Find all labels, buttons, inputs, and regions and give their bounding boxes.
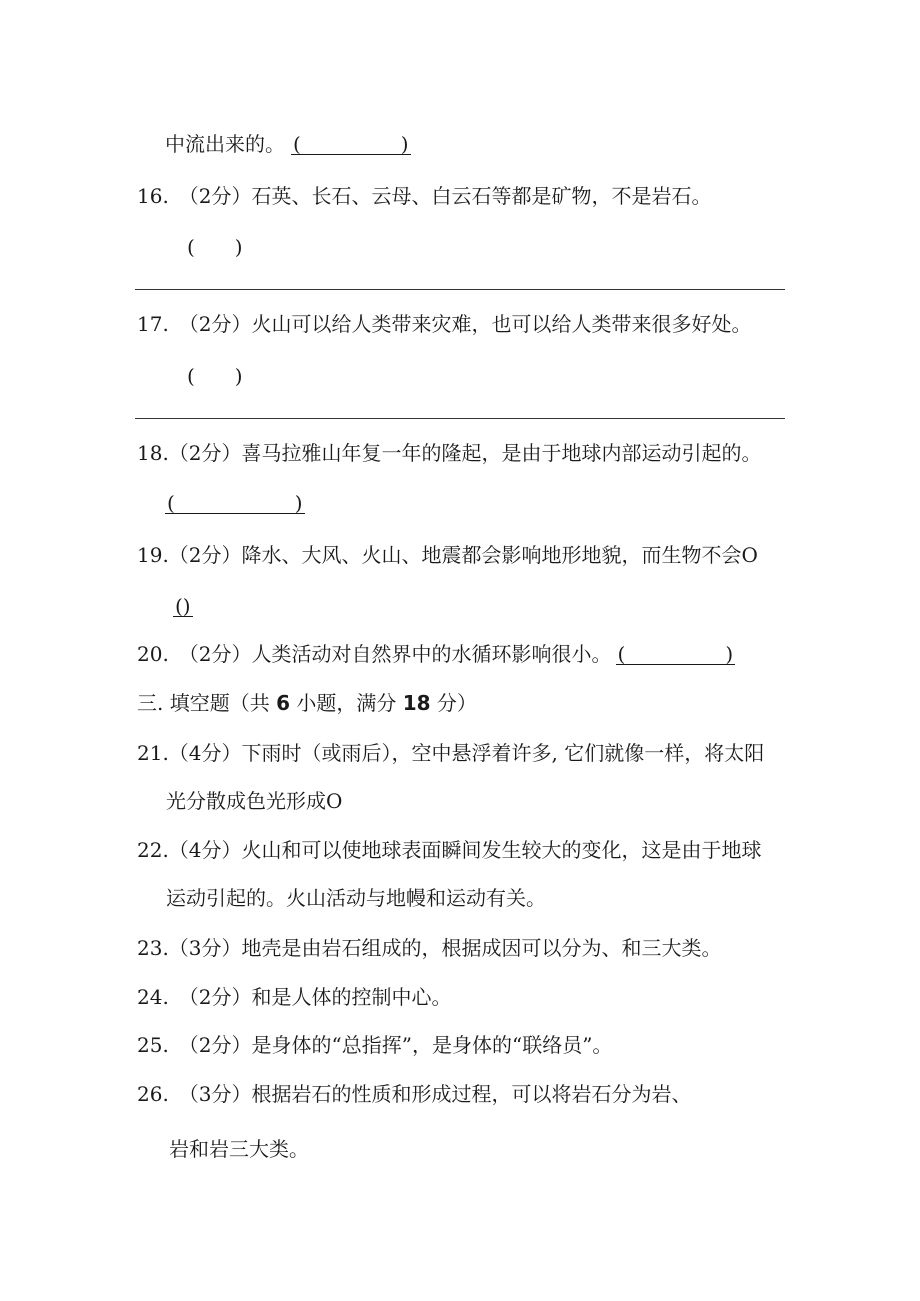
question-22: 22.（4分）火山和可以使地球表面瞬间发生较大的变化，这是由于地球 [137, 838, 762, 862]
divider-line [135, 418, 785, 419]
question-18: 18.（2分）喜马拉雅山年复一年的隆起，是由于地球内部运动引起的。 [137, 441, 762, 465]
section-heading [137, 691, 477, 715]
question-20: 20. （2分）人类活动对自然界中的水循环影响很小。 [137, 642, 612, 666]
question-20-row [137, 642, 735, 666]
question-23: 23.（3分）地壳是由岩石组成的，根据成因可以分为、和三大类。 [137, 936, 722, 960]
question-22-continuation: 运动引起的。火山活动与地幔和运动有关。 [166, 886, 546, 910]
section-mid: 小题，满分 [290, 691, 403, 715]
section-prefix: 三. 填空题（共 [137, 691, 277, 715]
question-21-continuation: 光分散成色光形成O [166, 789, 343, 813]
question-25: 25. （2分）是身体的“总指挥”，是身体的“联络员”。 [137, 1033, 613, 1057]
question-17: 17. （2分）火山可以给人类带来灾难，也可以给人类带来很多好处。 [137, 312, 752, 336]
question-24: 24. （2分）和是人体的控制中心。 [137, 985, 452, 1009]
q15-text: 中流出来的。 [165, 132, 285, 156]
section-score: 18 [402, 691, 431, 715]
question-21: 21.（4分）下雨时（或雨后），空中悬浮着许多, 它们就像一样，将太阳 [137, 741, 765, 765]
q15-answer-blank[interactable]: ( ) [293, 132, 409, 156]
q19-answer-row [173, 594, 193, 618]
divider-line [135, 289, 785, 290]
q18-answer-row [165, 491, 305, 515]
q16-answer-paren[interactable]: ( ) [187, 235, 243, 259]
q17-answer-paren[interactable]: ( ) [187, 364, 243, 388]
q18-answer-blank[interactable]: ( ) [167, 491, 303, 515]
question-26: 26. （3分）根据岩石的性质和形成过程，可以将岩石分为岩、 [137, 1082, 692, 1106]
section-count: 6 [276, 691, 290, 715]
section-suffix: 分） [430, 691, 477, 715]
q19-answer-blank[interactable]: () [175, 594, 191, 618]
q20-answer-blank[interactable]: ( ) [617, 642, 734, 666]
q15-continuation [165, 132, 411, 156]
question-19: 19.（2分）降水、大风、火山、地震都会影响地形地貌，而生物不会O [137, 543, 758, 567]
question-16: 16. （2分）石英、长石、云母、白云石等都是矿物，不是岩石。 [137, 184, 712, 208]
question-26-continuation: 岩和岩三大类。 [169, 1137, 309, 1161]
